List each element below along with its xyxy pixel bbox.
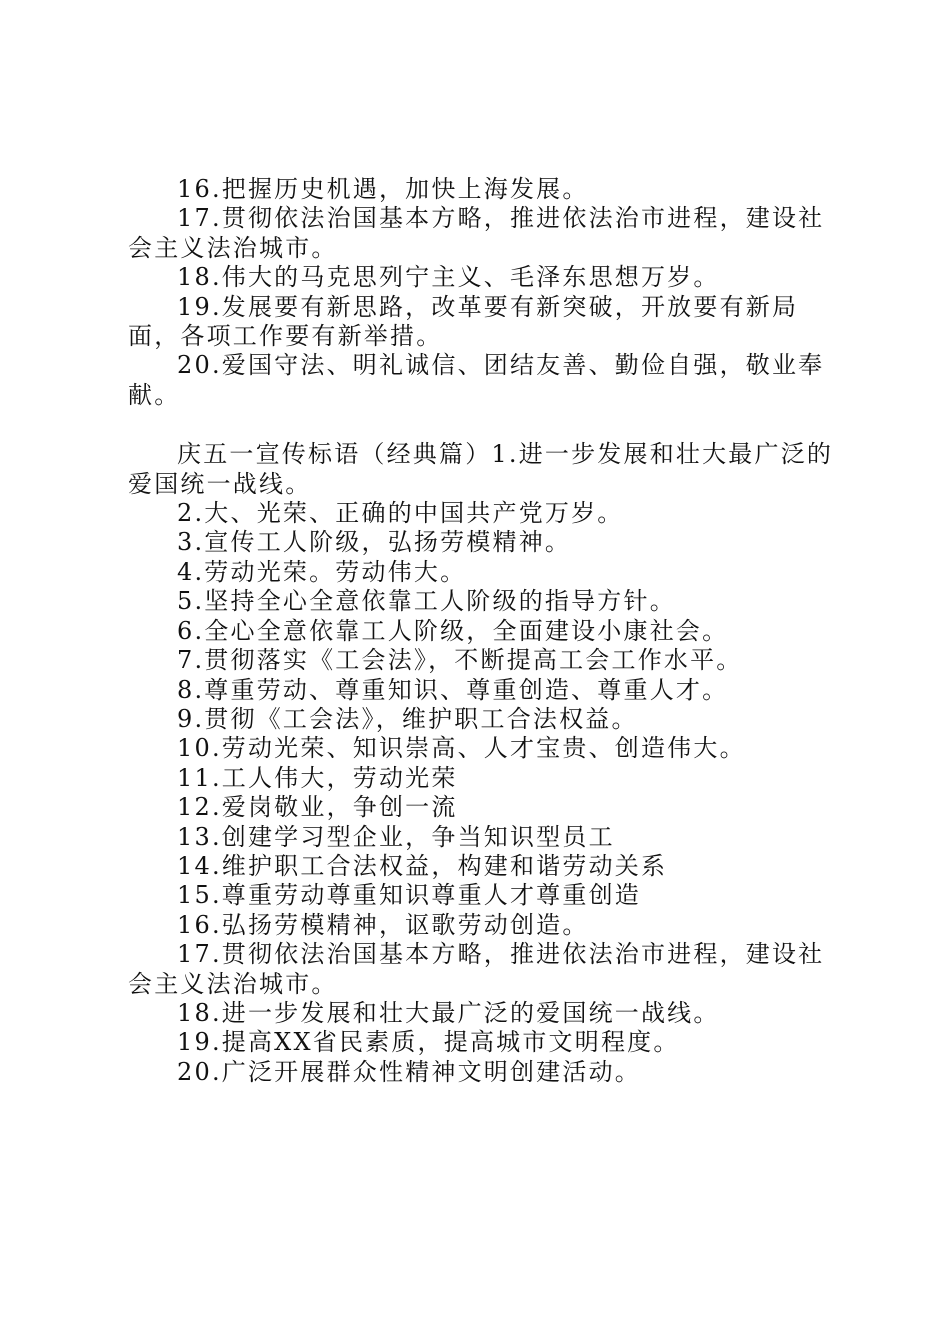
slogan-paragraph: 16.弘扬劳模精神，讴歌劳动创造。: [177, 910, 589, 939]
slogan-paragraph: 11.工人伟大，劳动光荣: [177, 763, 458, 792]
section-heading-paragraph: 庆五一宣传标语（经典篇）1.进一步发展和壮大最广泛的爱国统一战线。: [128, 440, 834, 498]
slogan-paragraph: 10.劳动光荣、知识崇高、人才宝贵、创造伟大。: [177, 734, 746, 763]
slogan-paragraph: 9.贯彻《工会法》，维护职工合法权益。: [177, 704, 638, 733]
slogan-paragraph: 8.尊重劳动、尊重知识、尊重创造、尊重人才。: [177, 675, 729, 704]
slogan-paragraph: 13.创建学习型企业，争当知识型员工: [177, 822, 615, 851]
slogan-paragraph: 18.伟大的马克思列宁主义、毛泽东思想万岁。: [177, 263, 720, 292]
slogan-paragraph: 15.尊重劳动尊重知识尊重人才尊重创造: [177, 881, 641, 910]
slogan-paragraph: 14.维护职工合法权益，构建和谐劳动关系: [177, 851, 668, 880]
slogan-paragraph: 7.贯彻落实《工会法》，不断提高工会工作水平。: [177, 646, 743, 675]
section-gap: [128, 410, 838, 440]
slogan-paragraph: 6.全心全意依靠工人阶级，全面建设小康社会。: [177, 616, 729, 645]
slogan-paragraph: 18.进一步发展和壮大最广泛的爱国统一战线。: [177, 998, 720, 1027]
slogan-paragraph: 20.爱国守法、明礼诚信、团结友善、勤俭自强，敬业奉献。: [128, 351, 825, 409]
slogan-paragraph: 4.劳动光荣。劳动伟大。: [177, 557, 467, 586]
slogan-paragraph: 17.贯彻依法治国基本方略，推进依法治市进程，建设社会主义法治城市。: [128, 204, 825, 262]
slogan-paragraph: 19.提高XX省民素质，提高城市文明程度。: [177, 1028, 680, 1057]
slogan-paragraph: 17.贯彻依法治国基本方略，推进依法治市进程，建设社会主义法治城市。: [128, 940, 825, 998]
slogan-paragraph: 12.爱岗敬业，争创一流: [177, 793, 458, 822]
slogan-paragraph: 19.发展要有新思路，改革要有新突破，开放要有新局面，各项工作要有新举措。: [128, 292, 799, 351]
slogan-paragraph: 16.把握历史机遇，加快上海发展。: [177, 175, 589, 203]
slogan-paragraph: 5.坚持全心全意依靠工人阶级的指导方针。: [177, 587, 676, 616]
document-body: [128, 175, 838, 1087]
slogan-paragraph: 20.广泛开展群众性精神文明创建活动。: [177, 1057, 641, 1086]
slogan-paragraph: 3.宣传工人阶级，弘扬劳模精神。: [177, 528, 572, 557]
slogan-paragraph: 2.大、光荣、正确的中国共产党万岁。: [177, 499, 624, 528]
